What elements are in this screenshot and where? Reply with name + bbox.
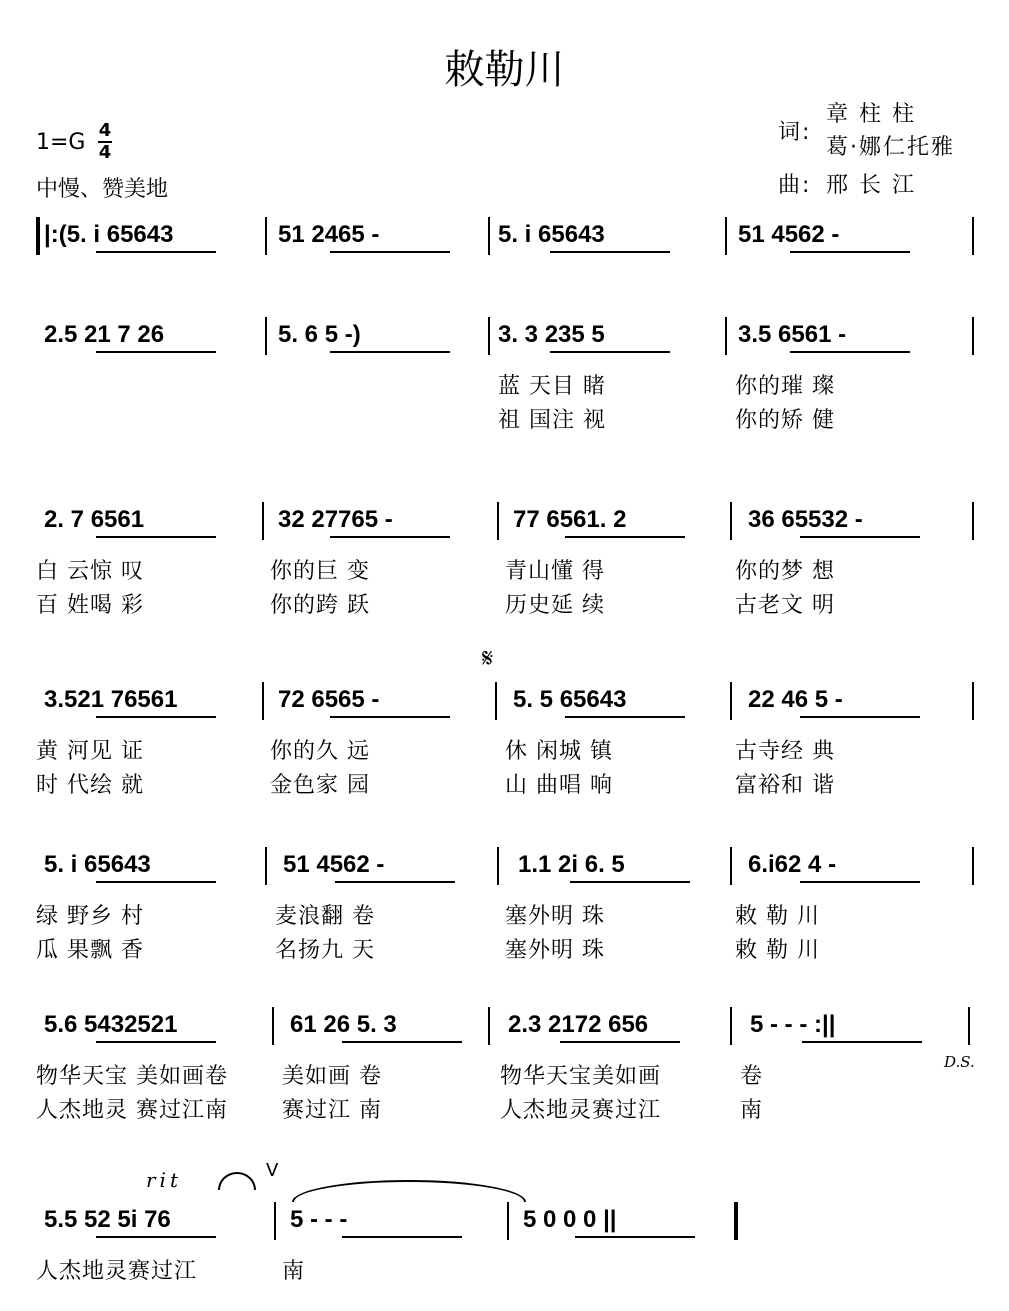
beam-line [790, 251, 910, 253]
beam-line [550, 251, 670, 253]
lyric-text: 美如画 卷 [282, 1064, 382, 1089]
fermata-icon [218, 1172, 256, 1190]
lyric-text: 山 曲唱 响 [505, 773, 613, 798]
barline [265, 217, 267, 255]
measure-notes: |:(5. i 65643 [44, 221, 174, 248]
measure-notes: 51 4562 - [283, 851, 385, 878]
tempo-marking: 中慢、赞美地 [36, 177, 169, 202]
lyric-text: 时 代绘 就 [36, 773, 144, 798]
lyric-text: 你的巨 变 [270, 559, 370, 584]
lyric-text: 古老文 明 [735, 593, 835, 618]
key-label: 1=G [36, 130, 86, 155]
measure-notes: 5. i 65643 [44, 851, 151, 878]
measure-notes: 36 65532 - [748, 506, 863, 533]
barline [730, 682, 732, 720]
barline [734, 1202, 738, 1240]
beam-line [802, 1041, 922, 1043]
beam-line [96, 1236, 216, 1238]
lyric-text: 人杰地灵 赛过江南 [36, 1098, 228, 1123]
lyric-text: 赛过江 南 [282, 1098, 382, 1123]
measure-notes: 5 - - - :|| [750, 1011, 836, 1038]
lyric-text: 卷 [740, 1064, 764, 1089]
barline [968, 1007, 970, 1045]
barline [265, 847, 267, 885]
measure-notes: 3. 3 235 5 [498, 321, 605, 348]
ds-mark: D.S. [944, 1053, 975, 1071]
lyric-text: 你的矫 健 [735, 408, 835, 433]
barline [262, 682, 264, 720]
beam-line [800, 716, 920, 718]
measure-notes: 77 6561. 2 [513, 506, 627, 533]
beam-line [330, 536, 450, 538]
barline [36, 217, 40, 255]
beam-line [96, 1041, 216, 1043]
lyric-text: 南 [282, 1259, 306, 1284]
beam-line [335, 881, 455, 883]
measure-notes: 2.3 2172 656 [508, 1011, 649, 1038]
lyric-text: 瓜 果飘 香 [36, 938, 144, 963]
composer-label: 曲: [778, 173, 812, 198]
time-signature [98, 121, 112, 163]
barline [972, 502, 974, 540]
beam-line [330, 351, 450, 353]
lyric-text: 金色家 园 [270, 773, 370, 798]
beam-line [800, 881, 920, 883]
beam-line [575, 1236, 695, 1238]
barline [497, 847, 499, 885]
measure-notes: 6.i62 4 - [748, 851, 837, 878]
lyric-text: 蓝 天目 睹 [498, 374, 606, 399]
measure-notes: 51 4562 - [738, 221, 840, 248]
lyric-text: 古寺经 典 [735, 739, 835, 764]
lyric-text: 祖 国注 视 [498, 408, 606, 433]
beam-line [560, 1041, 680, 1043]
lyric-text: 人杰地灵赛过江 [500, 1098, 662, 1123]
lyric-text: 人杰地灵赛过江 [36, 1259, 198, 1284]
lyric-text: 你的璀 璨 [735, 374, 835, 399]
lyricist-label: 词: [778, 120, 812, 145]
measure-notes: 51 2465 - [278, 221, 380, 248]
measure-notes: 5 0 0 0 || [523, 1206, 617, 1233]
segno-mark: 𝄋 [482, 644, 494, 674]
song-title: 敕勒川 [444, 47, 565, 93]
lyric-text: 你的久 远 [270, 739, 370, 764]
time-top: 4 [98, 120, 112, 141]
lyric-text: 敕 勒 川 [735, 938, 820, 963]
measure-notes: 2.5 21 7 26 [44, 321, 165, 348]
beam-line [96, 881, 216, 883]
composer-name: 邢 长 江 [826, 173, 916, 198]
barline [725, 317, 727, 355]
beam-line [790, 351, 910, 353]
barline [972, 847, 974, 885]
lyric-text: 塞外明 珠 [505, 938, 605, 963]
lyric-text: 白 云惊 叹 [36, 559, 144, 584]
beam-line [330, 716, 450, 718]
lyricist-1: 章 柱 柱 [826, 102, 916, 127]
lyric-text: 黄 河见 证 [36, 739, 144, 764]
barline [730, 1007, 732, 1045]
measure-notes: 22 46 5 - [748, 686, 843, 713]
lyric-text: 你的梦 想 [735, 559, 835, 584]
barline [272, 1007, 274, 1045]
beam-line [565, 716, 685, 718]
measure-notes: 5.5 52 5i 76 [44, 1206, 171, 1233]
tie-icon [292, 1180, 526, 1202]
rit-mark: rit [146, 1168, 182, 1192]
measure-notes: 1.1 2i 6. 5 [518, 851, 625, 878]
lyric-text: 你的跨 跃 [270, 593, 370, 618]
lyric-text: 麦浪翻 卷 [275, 904, 375, 929]
lyric-text: 名扬九 天 [275, 938, 375, 963]
measure-notes: 2. 7 6561 [44, 506, 145, 533]
lyric-text: 青山懂 得 [505, 559, 605, 584]
measure-notes: 61 26 5. 3 [290, 1011, 397, 1038]
lyric-text: 百 姓喝 彩 [36, 593, 144, 618]
key-signature [36, 130, 85, 155]
barline [725, 217, 727, 255]
lyric-text: 历史延 续 [505, 593, 605, 618]
measure-notes: 5.6 5432521 [44, 1011, 178, 1038]
barline [488, 1007, 490, 1045]
lyric-text: 绿 野乡 村 [36, 904, 144, 929]
beam-line [96, 716, 216, 718]
time-bottom: 4 [98, 142, 112, 163]
lyric-text: 富裕和 谐 [735, 773, 835, 798]
barline [262, 502, 264, 540]
measure-notes: 5. i 65643 [498, 221, 605, 248]
lyric-text: 休 闲城 镇 [505, 739, 613, 764]
barline [274, 1202, 276, 1240]
barline [497, 502, 499, 540]
barline [265, 317, 267, 355]
lyric-text: 敕 勒 川 [735, 904, 820, 929]
measure-notes: 5. 6 5 -) [278, 321, 361, 348]
beam-line [96, 251, 216, 253]
beam-line [96, 536, 216, 538]
measure-notes: 5. 5 65643 [513, 686, 627, 713]
beam-line [565, 536, 685, 538]
lyric-text: 南 [740, 1098, 764, 1123]
beam-line [342, 1041, 462, 1043]
barline [972, 682, 974, 720]
lyricist-2: 葛·娜仁托雅 [826, 135, 955, 160]
beam-line [330, 251, 450, 253]
barline [730, 847, 732, 885]
measure-notes: 32 27765 - [278, 506, 393, 533]
measure-notes: 3.5 6561 - [738, 321, 847, 348]
beam-line [96, 351, 216, 353]
barline [495, 682, 497, 720]
lyric-text: 物华天宝美如画 [500, 1064, 662, 1089]
barline [972, 217, 974, 255]
beam-line [570, 881, 690, 883]
measure-notes: 5 - - - [290, 1206, 348, 1233]
barline [488, 317, 490, 355]
barline [507, 1202, 509, 1240]
barline [730, 502, 732, 540]
lyric-text: 物华天宝 美如画卷 [36, 1064, 228, 1089]
measure-notes: 3.521 76561 [44, 686, 178, 713]
barline [488, 217, 490, 255]
lyric-text: 塞外明 珠 [505, 904, 605, 929]
measure-notes: 72 6565 - [278, 686, 380, 713]
beam-line [550, 351, 670, 353]
barline [972, 317, 974, 355]
beam-line [342, 1236, 462, 1238]
breath-mark: V [266, 1160, 279, 1181]
beam-line [800, 536, 920, 538]
